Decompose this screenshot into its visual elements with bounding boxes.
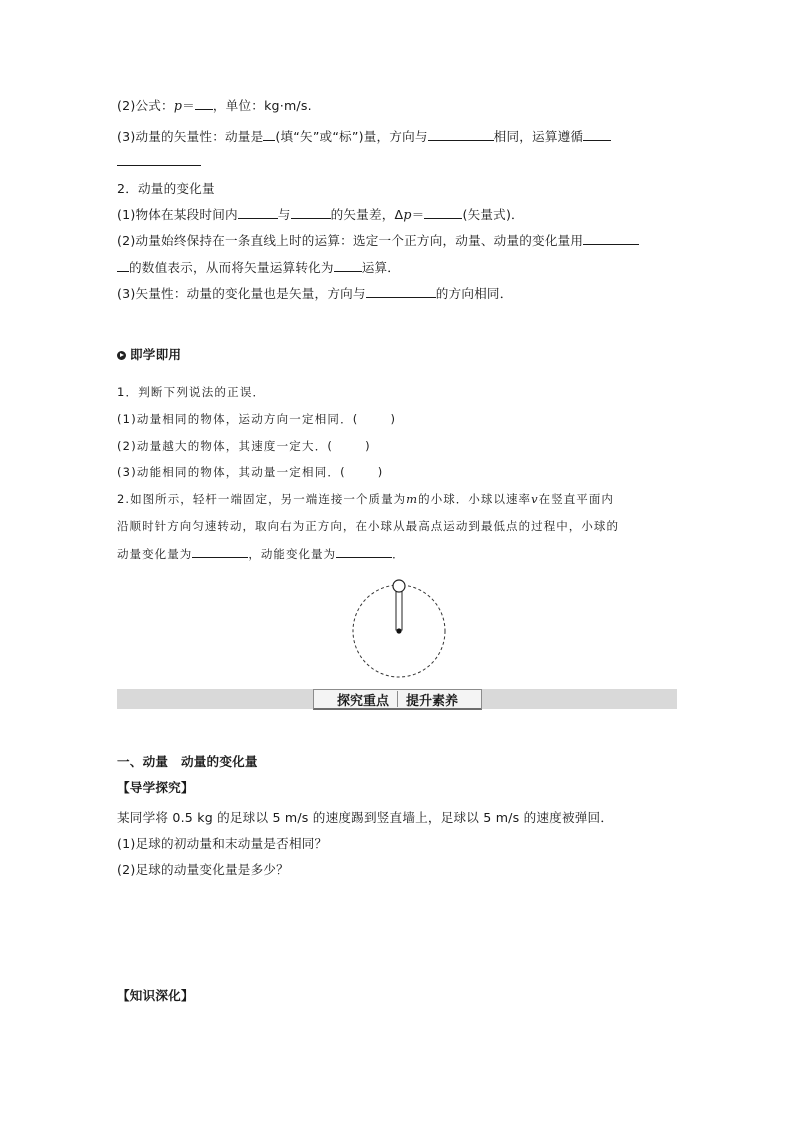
section-banner — [313, 689, 482, 710]
formula-label: (2)公式： — [117, 98, 174, 113]
question-1-2 — [117, 438, 371, 454]
practice-heading-text: 即学即用 — [130, 347, 182, 362]
practice-heading — [117, 347, 181, 363]
q2-line3-text-a: 动量变化量为 — [117, 547, 193, 561]
rule-blank-2[interactable] — [117, 153, 201, 166]
unit-text: ，单位：kg·m/s. — [212, 98, 312, 113]
q1-2-text: (2)动量越大的物体，其速度一定大．( — [117, 439, 334, 453]
vector-text-b: (填“矢”或“标”)量，方向与 — [275, 129, 428, 144]
q2-line3-text-b: ，动能变化量为 — [248, 547, 337, 561]
change1-blank-2[interactable] — [291, 206, 331, 219]
change2-blank-1[interactable] — [583, 232, 639, 245]
light-rod — [396, 588, 402, 630]
question-2-line-2: 沿顺时针方向匀速转动，取向右为正方向，在小球从最高点运动到最低点的过程中，小球的 — [117, 519, 619, 533]
rule-blank-1[interactable] — [583, 128, 611, 141]
change2-text-b: 的数值表示，从而将矢量运算转化为 — [129, 260, 334, 275]
q2-text-c: 在竖直平面内 — [538, 492, 614, 506]
momentum-change-blank[interactable] — [192, 545, 248, 558]
change3-blank[interactable] — [366, 285, 436, 298]
equals-sign: ＝ — [182, 98, 195, 113]
q1-1-text: (1)动量相同的物体，运动方向一定相同．( — [117, 412, 359, 426]
question-2-line-3 — [117, 545, 405, 562]
problem-statement: 某同学将 0.5 kg 的足球以 5 m/s 的速度踢到竖直墙上，足球以 5 m/s 的速度被弹回． — [117, 810, 614, 825]
symbol-p: p — [173, 98, 183, 113]
change-line-3 — [117, 285, 513, 302]
question-1: 1．判断下列说法的正误． — [117, 385, 266, 399]
circle-play-icon — [117, 351, 126, 360]
kinetic-energy-change-blank[interactable] — [336, 545, 392, 558]
symbol-m: m — [406, 492, 419, 506]
banner-left-text: 探究重点 — [336, 693, 389, 709]
change-line-1 — [117, 206, 524, 223]
deepen-heading: 【知识深化】 — [117, 988, 194, 1003]
question-2-line-1 — [117, 491, 614, 507]
change2-blank-1-cont[interactable] — [117, 259, 129, 272]
q2-text-a: 2.如图所示，轻杆一端固定，另一端连接一个质量为 — [117, 492, 407, 506]
question-1-1 — [117, 411, 396, 427]
change2-text-a: (2)动量始终保持在一条直线上时的运算：选定一个正方向，动量、动量的变化量用 — [117, 233, 584, 248]
change2-blank-2[interactable] — [334, 259, 362, 272]
problem-question-1: (1)足球的初动量和末动量是否相同？ — [117, 836, 328, 851]
change1-blank-3[interactable] — [424, 206, 462, 219]
banner-right-text: 提升素养 — [406, 693, 459, 709]
symbol-p-2: p — [403, 207, 412, 222]
banner-divider — [397, 691, 398, 707]
guide-heading: 【导学探究】 — [117, 780, 194, 795]
change2-text-c: 运算． — [361, 260, 401, 275]
q2-text-b: 的小球．小球以速率 — [418, 492, 532, 506]
change1-text-e: (矢量式)． — [462, 207, 524, 222]
formula-line — [117, 97, 312, 114]
section-title: 一、动量 动量的变化量 — [117, 754, 258, 769]
change3-text-b: 的方向相同． — [435, 286, 513, 301]
rotating-rod-diagram — [348, 576, 452, 680]
change1-text-c: 的矢量差，Δ — [330, 207, 404, 222]
close-paren-2: ) — [365, 439, 371, 453]
change-line-2-cont — [117, 259, 400, 276]
q1-3-text: (3)动能相同的物体，其动量一定相同．( — [117, 465, 346, 479]
formula-blank[interactable] — [195, 97, 213, 110]
vector-line-cont — [117, 153, 201, 170]
vector-text-a: (3)动量的矢量性：动量是 — [117, 129, 264, 144]
change1-text-a: (1)物体在某段时间内 — [117, 207, 238, 222]
change-line-2 — [117, 232, 639, 249]
close-paren-1: ) — [390, 412, 397, 426]
vector-line — [117, 128, 611, 145]
change1-text-b: 与 — [277, 207, 291, 222]
change-heading: 2．动量的变化量 — [117, 181, 215, 196]
vector-text-c: 相同，运算遵循 — [493, 129, 584, 144]
direction-blank[interactable] — [428, 128, 494, 141]
equals-sign-2: ＝ — [411, 207, 425, 222]
problem-question-2: (2)足球的动量变化量是多少？ — [117, 862, 289, 877]
ball — [393, 580, 405, 592]
question-1-3 — [117, 464, 383, 480]
close-paren-3: ) — [377, 465, 384, 479]
change3-text-a: (3)矢量性：动量的变化量也是矢量，方向与 — [117, 286, 366, 301]
pivot-point — [396, 628, 401, 633]
symbol-v: v — [531, 492, 539, 506]
vector-type-blank[interactable] — [263, 128, 275, 141]
q2-line3-text-c: ． — [392, 547, 405, 561]
change1-blank-1[interactable] — [238, 206, 278, 219]
